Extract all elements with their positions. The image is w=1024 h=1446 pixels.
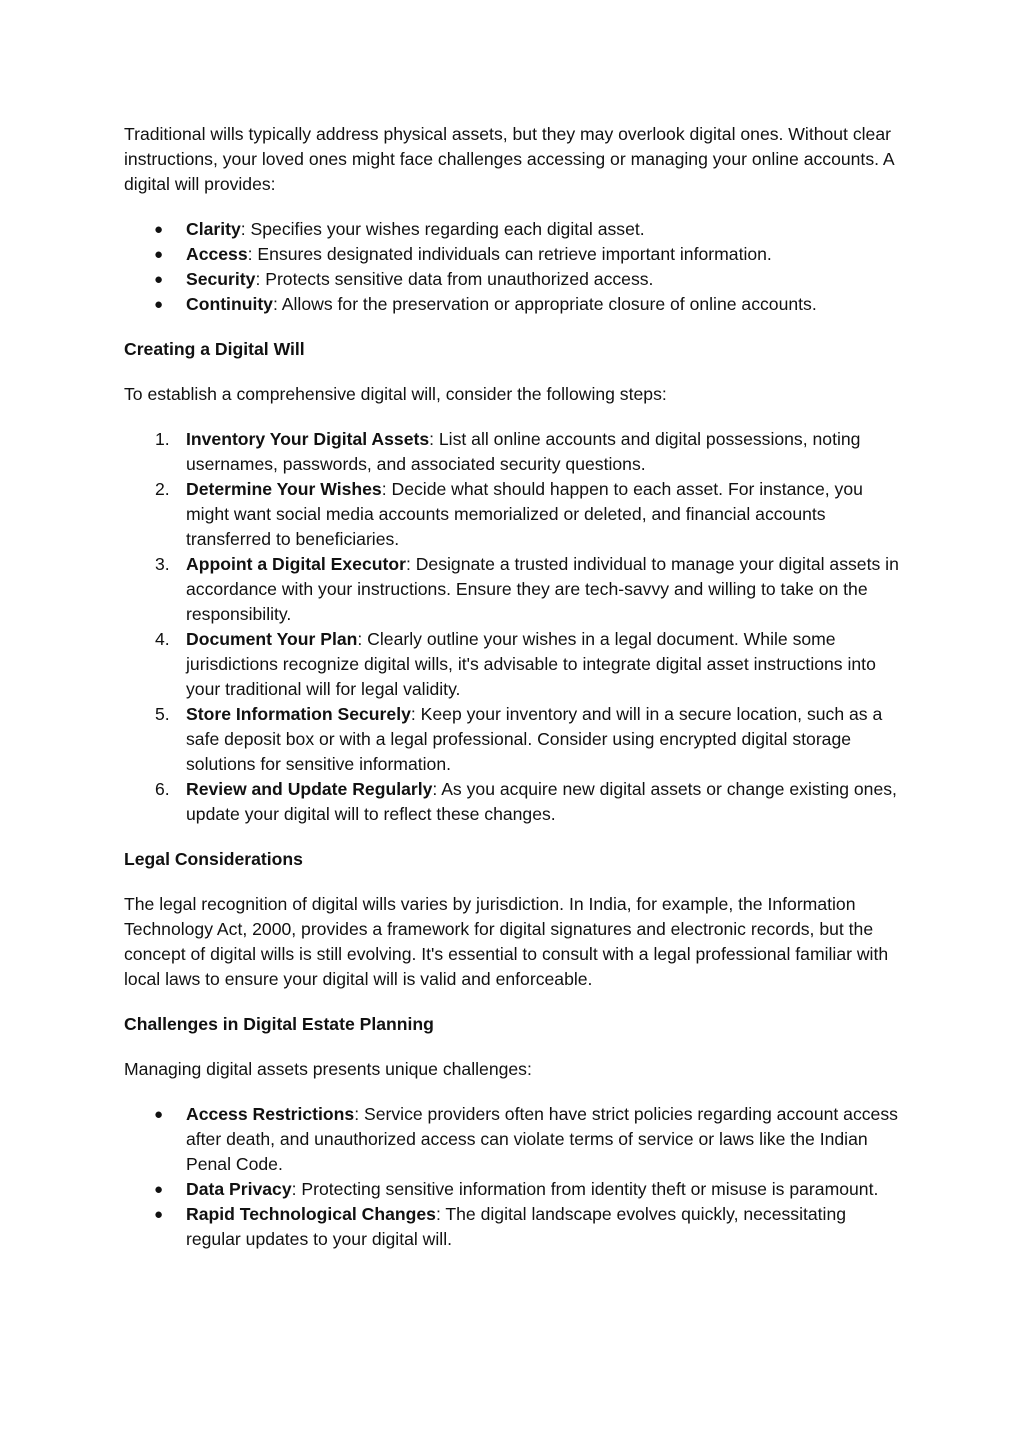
list-item-text: : Designate a trusted individual to manage your digital assets in accordance with your instructions. Ensure they are tech-savvy and willing to take on the responsibility. (186, 554, 899, 624)
creating-intro: To establish a comprehensive digital will, consider the following steps: (124, 384, 667, 404)
list-item (124, 627, 904, 702)
list-item-text: : The digital landscape evolves quickly, necessitating regular updates to your digital will. (186, 1204, 847, 1249)
list-item-term: Appoint a Digital Executor (186, 554, 406, 574)
list-item-term: Access Restrictions (186, 1104, 355, 1124)
list-item (124, 427, 904, 477)
document-page (124, 122, 904, 1272)
bullet-icon: ● (154, 1106, 164, 1123)
bullet-icon: ● (154, 271, 164, 288)
list-item (124, 552, 904, 627)
benefits-list (124, 217, 904, 317)
list-item (124, 267, 904, 292)
list-item (124, 242, 904, 267)
list-item-text: : Keep your inventory and will in a secure location, such as a safe deposit box or with a legal professional. Consider using encrypted digital storage solutions for sensitive information. (186, 704, 883, 774)
bullet-icon: ● (154, 1206, 164, 1223)
list-item-term: Data Privacy (186, 1179, 292, 1199)
list-item-text: : Ensures designated individuals can retrieve important information. (247, 244, 772, 264)
bullet-icon: ● (154, 246, 164, 263)
list-number: 1. (155, 429, 170, 449)
legal-paragraph: The legal recognition of digital wills varies by jurisdiction. In India, for example, the Information Technology Act, 2000, provides a framework for digital signatures and electronic records, but the concept of digital wills is still evolving. It's essential to consult with a legal professional familiar with local laws to ensure your digital will is valid and enforceable. (124, 894, 889, 989)
list-item-term: Document Your Plan (186, 629, 358, 649)
list-item-term: Determine Your Wishes (186, 479, 382, 499)
list-item-text: : Protects sensitive data from unauthorized access. (255, 269, 654, 289)
list-item (124, 777, 904, 827)
list-number: 5. (155, 704, 170, 724)
list-item-term: Continuity (186, 294, 273, 314)
list-item-text: : As you acquire new digital assets or change existing ones, update your digital will to reflect these changes. (186, 779, 897, 824)
list-item (124, 292, 904, 317)
steps-list (124, 427, 904, 827)
list-item (124, 1202, 904, 1252)
list-number: 6. (155, 779, 170, 799)
list-item-text: : List all online accounts and digital possessions, noting usernames, passwords, and associated security questions. (186, 429, 861, 474)
section-heading-challenges: Challenges in Digital Estate Planning (124, 1014, 434, 1034)
list-number: 2. (155, 479, 170, 499)
bullet-icon: ● (154, 296, 164, 313)
list-number: 4. (155, 629, 170, 649)
list-item (124, 1177, 904, 1202)
list-item-term: Store Information Securely (186, 704, 411, 724)
list-item-text: : Decide what should happen to each asset. For instance, you might want social media accounts memorialized or deleted, and financial accounts transferred to beneficiaries. (186, 479, 863, 549)
list-item-term: Access (186, 244, 248, 264)
bullet-icon: ● (154, 1181, 164, 1198)
bullet-icon: ● (154, 221, 164, 238)
list-item-term: Clarity (186, 219, 241, 239)
list-item-term: Rapid Technological Changes (186, 1204, 436, 1224)
section-heading-legal: Legal Considerations (124, 849, 303, 869)
list-item-text: : Protecting sensitive information from identity theft or misuse is paramount. (291, 1179, 879, 1199)
list-item (124, 477, 904, 552)
list-item-text: : Clearly outline your wishes in a legal document. While some jurisdictions recognize digital wills, it's advisable to integrate digital asset instructions into your traditional will for legal validity. (186, 629, 876, 699)
list-number: 3. (155, 554, 170, 574)
list-item-term: Review and Update Regularly (186, 779, 433, 799)
challenges-intro: Managing digital assets presents unique challenges: (124, 1059, 532, 1079)
list-item-term: Security (186, 269, 256, 289)
list-item (124, 702, 904, 777)
list-item (124, 217, 904, 242)
list-item (124, 1102, 904, 1177)
challenges-list (124, 1102, 904, 1252)
section-heading-creating: Creating a Digital Will (124, 339, 305, 359)
list-item-text: : Service providers often have strict policies regarding account access after death, and unauthorized access can violate terms of service or laws like the Indian Penal Code. (186, 1104, 898, 1174)
list-item-term: Inventory Your Digital Assets (186, 429, 430, 449)
list-item-text: : Allows for the preservation or appropriate closure of online accounts. (272, 294, 817, 314)
list-item-text: : Specifies your wishes regarding each digital asset. (240, 219, 645, 239)
intro-paragraph: Traditional wills typically address physical assets, but they may overlook digital ones. Without clear instructions, your loved ones might face challenges accessing or managing your online accounts. A digital will provides: (124, 124, 894, 194)
